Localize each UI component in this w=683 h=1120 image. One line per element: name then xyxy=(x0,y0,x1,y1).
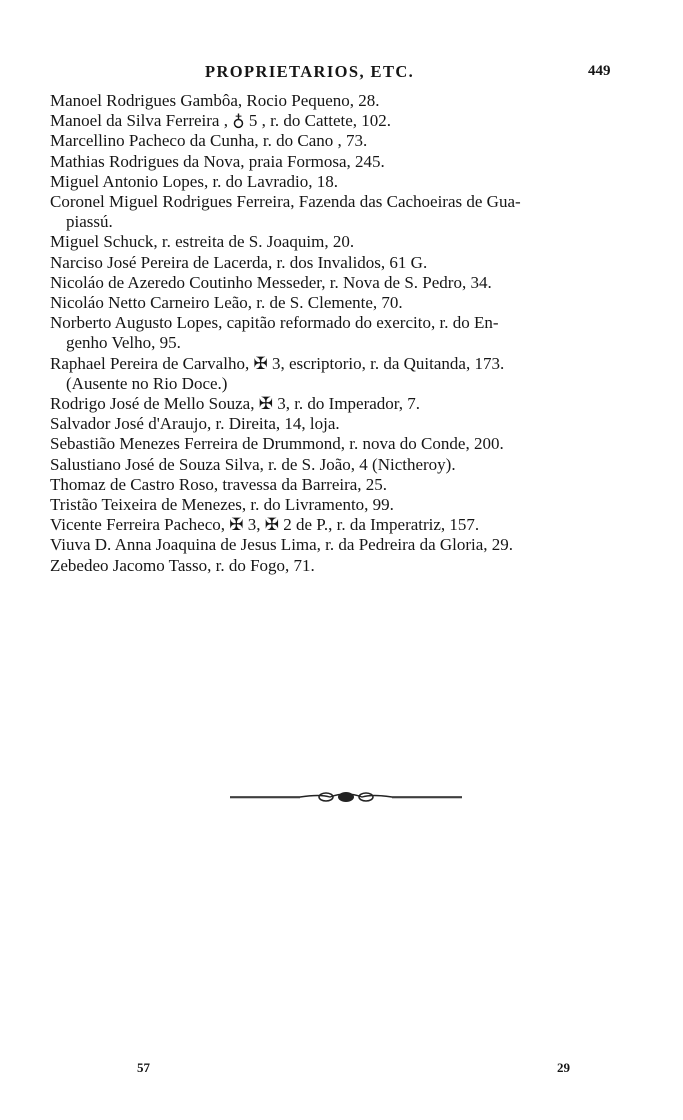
directory-entry xyxy=(50,414,625,434)
directory-entry xyxy=(50,455,625,475)
entry-text: Viuva D. Anna Joaquina de Jesus Lima, r. da Pedreira da Gloria, 29. xyxy=(50,535,514,555)
directory-entry xyxy=(50,515,625,535)
sheet-number: 29 xyxy=(557,1060,570,1075)
entry-text: Rodrigo José de Mello Souza, ✠ 3, r. do Imperador, 7. xyxy=(50,394,421,414)
entry-text: Thomaz de Castro Roso, travessa da Barreira, 25. xyxy=(50,474,388,494)
entry-text: Marcellino Pacheco da Cunha, r. do Cano , 73. xyxy=(50,131,368,151)
entry-text: Coronel Miguel Rodrigues Ferreira, Fazenda das Cachoeiras de Gua- xyxy=(50,192,521,212)
directory-entry xyxy=(50,111,625,131)
page-title: PROPRIETARIOS, ETC. xyxy=(205,62,415,81)
directory-entries xyxy=(50,91,625,576)
entry-text: Manoel da Silva Ferreira , ♁ 5 , r. do Cattete, 102. xyxy=(50,111,392,131)
directory-entry xyxy=(50,232,625,252)
entry-text: Miguel Antonio Lopes, r. do Lavradio, 18. xyxy=(50,171,339,191)
directory-entry xyxy=(50,556,625,576)
page-number: 449 xyxy=(588,63,611,79)
entry-text: Vicente Ferreira Pacheco, ✠ 3, ✠ 2 de P., r. da Imperatriz, 157. xyxy=(50,515,480,535)
entry-continuation: piassú. xyxy=(66,212,113,232)
directory-entry xyxy=(50,495,625,515)
directory-entry xyxy=(50,192,625,232)
entry-text: Tristão Teixeira de Menezes, r. do Livramento, 99. xyxy=(50,495,394,515)
entry-text: Norberto Augusto Lopes, capitão reformado do exercito, r. do En- xyxy=(50,313,499,333)
entry-text: Salustiano José de Souza Silva, r. de S. João, 4 (Nictheroy). xyxy=(50,454,456,474)
directory-entry xyxy=(50,475,625,495)
directory-entry xyxy=(50,293,625,313)
directory-entry xyxy=(50,131,625,151)
directory-entry xyxy=(50,394,625,414)
ornamental-rule-divider xyxy=(230,791,462,803)
entry-continuation: genho Velho, 95. xyxy=(66,333,181,353)
entry-text: Raphael Pereira de Carvalho, ✠ 3, escriptorio, r. da Quitanda, 173. xyxy=(50,353,505,373)
directory-entry xyxy=(50,253,625,273)
entry-text: Narciso José Pereira de Lacerda, r. dos Invalidos, 61 G. xyxy=(50,252,428,272)
entry-text: Miguel Schuck, r. estreita de S. Joaquim, 20. xyxy=(50,232,355,252)
entry-text: Salvador José d'Araujo, r. Direita, 14, loja. xyxy=(50,414,340,434)
directory-entry xyxy=(50,313,625,353)
entry-continuation: (Ausente no Rio Doce.) xyxy=(66,373,228,393)
entry-text: Sebastião Menezes Ferreira de Drummond, r. nova do Conde, 200. xyxy=(50,434,504,454)
directory-entry xyxy=(50,152,625,172)
entry-text: Nicoláo Netto Carneiro Leão, r. de S. Clemente, 70. xyxy=(50,293,403,313)
directory-entry xyxy=(50,535,625,555)
entry-text: Manoel Rodrigues Gambôa, Rocio Pequeno, 28. xyxy=(50,91,380,110)
directory-entry xyxy=(50,273,625,293)
entry-text: Nicoláo de Azeredo Coutinho Messeder, r. Nova de S. Pedro, 34. xyxy=(50,272,492,292)
directory-entry xyxy=(50,434,625,454)
directory-entry xyxy=(50,91,625,111)
signature-mark: 57 xyxy=(137,1060,150,1075)
entry-text: Zebedeo Jacomo Tasso, r. do Fogo, 71. xyxy=(50,555,315,575)
directory-entry xyxy=(50,172,625,192)
running-header xyxy=(0,62,683,88)
entry-text: Mathias Rodrigues da Nova, praia Formosa, 245. xyxy=(50,151,385,171)
directory-entry xyxy=(50,354,625,394)
